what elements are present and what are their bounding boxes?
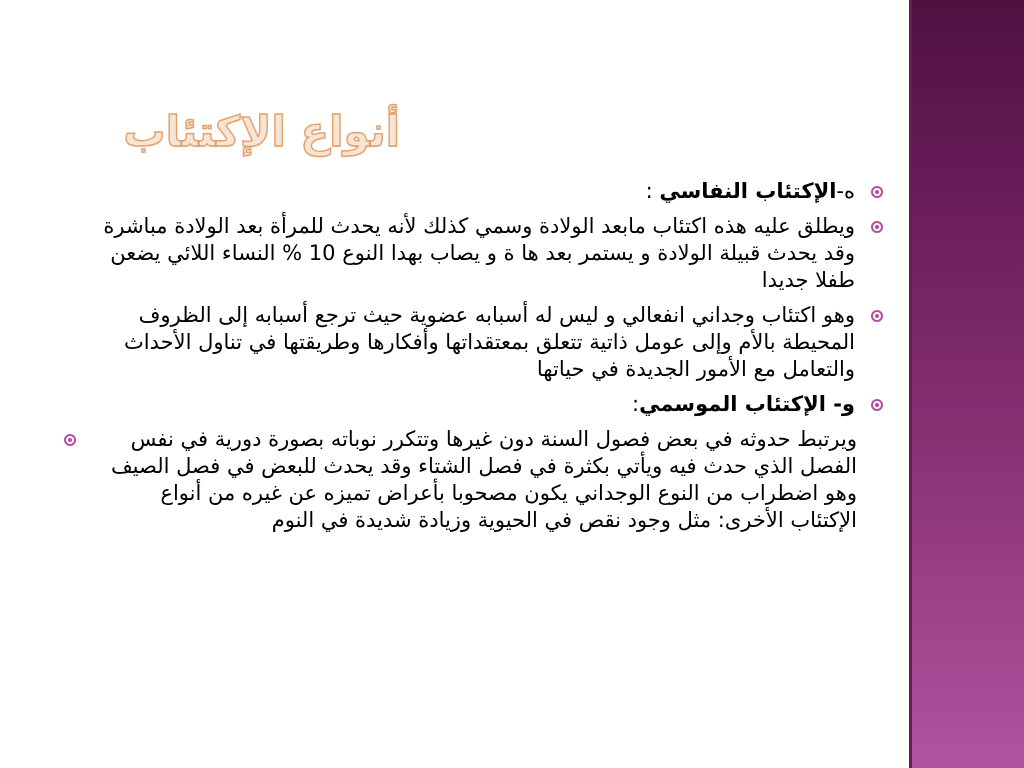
heading-rest: : xyxy=(645,179,660,203)
bullet-marker-icon xyxy=(64,434,76,446)
heading-bold: الإكتئاب النفاسي xyxy=(659,179,837,203)
decorative-side-band xyxy=(912,0,1024,768)
slide-title: أنواع الإكتئاب xyxy=(123,107,400,156)
bullet-marker-icon xyxy=(871,310,883,322)
bullet-item-seasonal-heading xyxy=(40,391,855,418)
bullet-text: ويرتبط حدوثه في بعض فصول السنة دون غيرها وتتكرر نوباته بصورة دورية في نفس الفصل الذي حدث فيه ويأتي بكثرة في فصل الشتاء وقد يحدث للبعض في فصل الصيف وهو اضطراب من النوع الوجداني يكون مصحوبا بأعراض تميزه عن غيره من أنواع الإكتئاب الأخرى: مثل وجود نقص في الحيوية وزيادة شديدة في النوم xyxy=(110,427,857,532)
heading-bold: و- الإكتئاب الموسمي xyxy=(639,392,855,416)
bullet-marker-icon xyxy=(871,186,883,198)
heading-prefix: ه- xyxy=(836,179,855,203)
bullet-item-postpartum-causes xyxy=(40,302,855,383)
bullet-item-postpartum-heading xyxy=(40,178,855,205)
bullet-text: وهو اكتئاب وجداني انفعالي و ليس له أسبابه عضوية حيث ترجع أسبابه إلى الظروف المحيطة بالأم وإلى عومل ذاتية تتعلق بمعتقداتها وأفكارها وطريقتها في تناول الأحداث والتعامل مع الأمور الجديدة في حياتها xyxy=(124,303,855,381)
bullet-marker-icon xyxy=(871,221,883,233)
bullet-text: ويطلق عليه هذه اكتئاب مابعد الولادة وسمي كذلك لأنه يحدث للمرأة بعد الولادة مباشرة وقد يحدث قبيلة الولادة و يستمر بعد ها ة و يصاب بهدا النوع 10 % النساء اللائي يضعن طفلا جديدا xyxy=(103,214,855,292)
bullet-item-seasonal-definition xyxy=(40,426,863,534)
bullet-list xyxy=(40,178,855,542)
bullet-marker-icon xyxy=(871,399,883,411)
bullet-item-postpartum-definition xyxy=(40,213,855,294)
heading-rest: : xyxy=(632,392,640,416)
